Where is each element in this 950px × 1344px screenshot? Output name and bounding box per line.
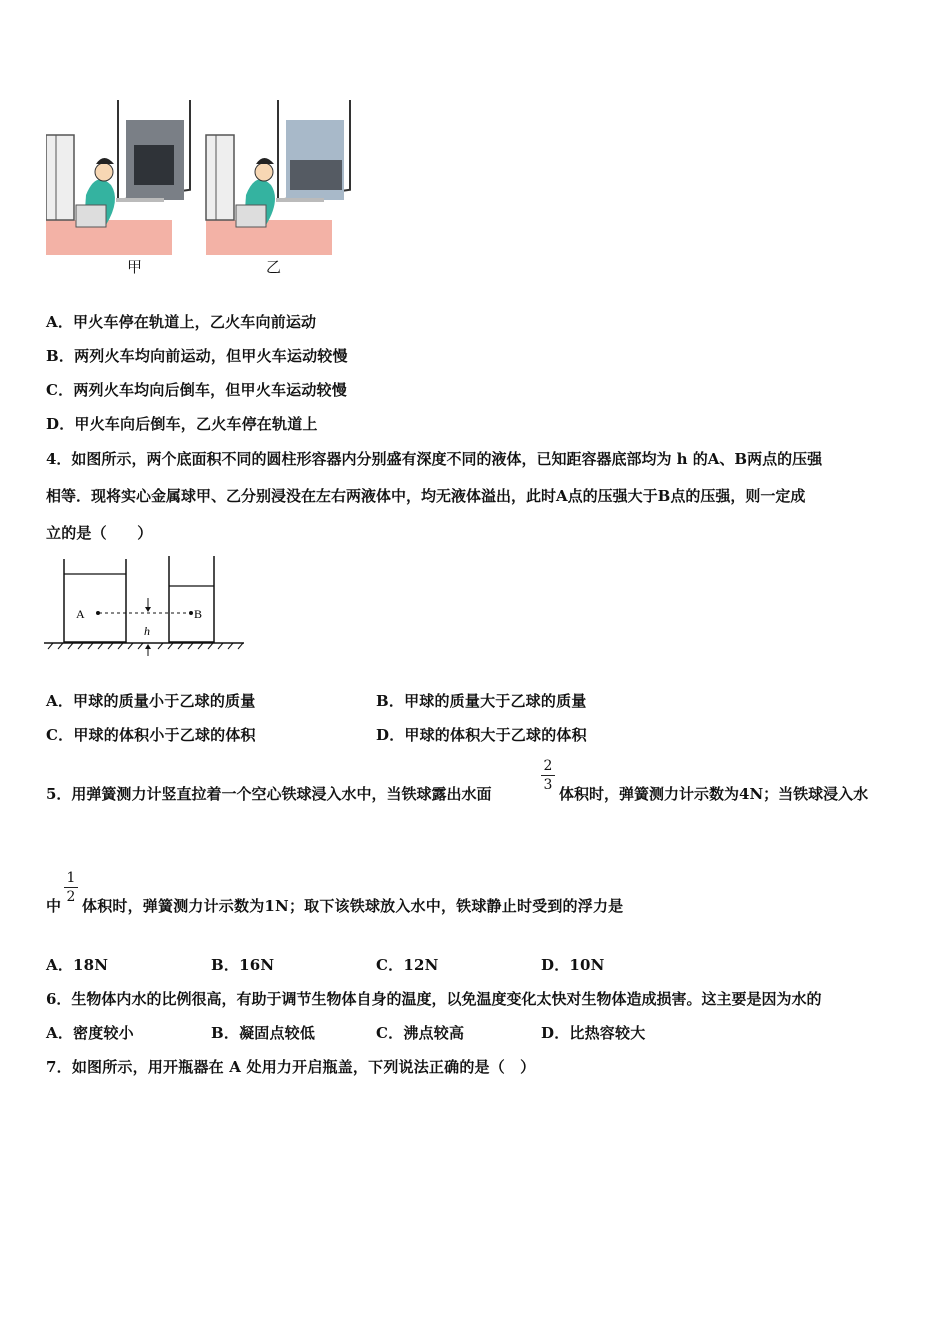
q3-option-b: B．两列火车均向前运动，但甲火车运动较慢 bbox=[46, 347, 348, 365]
q4-text-line1: 4．如图所示，两个底面积不同的圆柱形容器内分别盛有深度不同的液体，已知距容器底部均为 h 的A、B两点的压强 bbox=[46, 450, 823, 468]
q5-option-c: C．12N bbox=[376, 956, 439, 974]
q6-text: 6．生物体内水的比例很高，有助于调节生物体自身的温度，以免温度变化太快对生物体造成损害。这主要是因为水的 bbox=[46, 990, 822, 1008]
containers-diagram bbox=[44, 554, 249, 659]
q3-option-d: D．甲火车向后倒车，乙火车停在轨道上 bbox=[46, 415, 318, 433]
fraction-denominator: 2 bbox=[66, 889, 76, 905]
point-b-label: B bbox=[194, 607, 203, 621]
q3-option-c: C．两列火车均向后倒车，但甲火车运动较慢 bbox=[46, 381, 347, 399]
train-scene-left bbox=[46, 100, 190, 255]
q4-option-c: C．甲球的体积小于乙球的体积 bbox=[46, 726, 256, 744]
q5-line1-post: 体积时，弹簧测力计示数为4N；当铁球浸入水 bbox=[559, 785, 869, 803]
fraction-one-half bbox=[64, 870, 78, 905]
q5-option-b: B．16N bbox=[211, 956, 275, 974]
q6-option-c: C．沸点较高 bbox=[376, 1024, 465, 1042]
q5-option-d: D．10N bbox=[541, 956, 605, 974]
q3-option-a: A．甲火车停在轨道上，乙火车向前运动 bbox=[46, 313, 317, 331]
figure-caption-left: 甲 bbox=[127, 258, 143, 276]
q7-text: 7．如图所示，用开瓶器在 A 处用力开启瓶盖，下列说法正确的是（ ） bbox=[46, 1058, 536, 1076]
q5-line2-pre: 中 bbox=[46, 897, 62, 915]
q6-option-a: A．密度较小 bbox=[46, 1024, 134, 1042]
fraction-two-thirds bbox=[541, 758, 555, 793]
figure-caption-right: 乙 bbox=[266, 258, 282, 276]
q6-option-b: B．凝固点较低 bbox=[211, 1024, 316, 1042]
q4-option-a: A．甲球的质量小于乙球的质量 bbox=[46, 692, 256, 710]
fraction-numerator: 1 bbox=[66, 870, 76, 886]
train-scene-right bbox=[206, 100, 350, 255]
q4-option-d: D．甲球的体积大于乙球的体积 bbox=[376, 726, 587, 744]
q6-option-d: D．比热容较大 bbox=[541, 1024, 646, 1042]
q5-line2-post: 体积时，弹簧测力计示数为1N；取下该铁球放入水中，铁球静止时受到的浮力是 bbox=[82, 897, 624, 915]
q5-option-a: A．18N bbox=[46, 956, 109, 974]
train-figure bbox=[46, 100, 356, 260]
containers-figure bbox=[44, 554, 249, 659]
fraction-numerator: 2 bbox=[543, 758, 553, 774]
fraction-denominator: 3 bbox=[543, 777, 553, 793]
train-scene-illustration bbox=[46, 100, 356, 260]
q4-text-line3: 立的是（ ） bbox=[46, 524, 153, 542]
q4-option-b: B．甲球的质量大于乙球的质量 bbox=[376, 692, 587, 710]
point-a-label: A bbox=[76, 607, 85, 621]
q5-line1-pre: 5．用弹簧测力计竖直拉着一个空心铁球浸入水中，当铁球露出水面 bbox=[46, 785, 492, 803]
height-h-label: h bbox=[144, 624, 150, 638]
q4-text-line2: 相等．现将实心金属球甲、乙分别浸没在左右两液体中，均无液体溢出，此时A点的压强大于B点的压强，则一定成 bbox=[46, 487, 806, 505]
